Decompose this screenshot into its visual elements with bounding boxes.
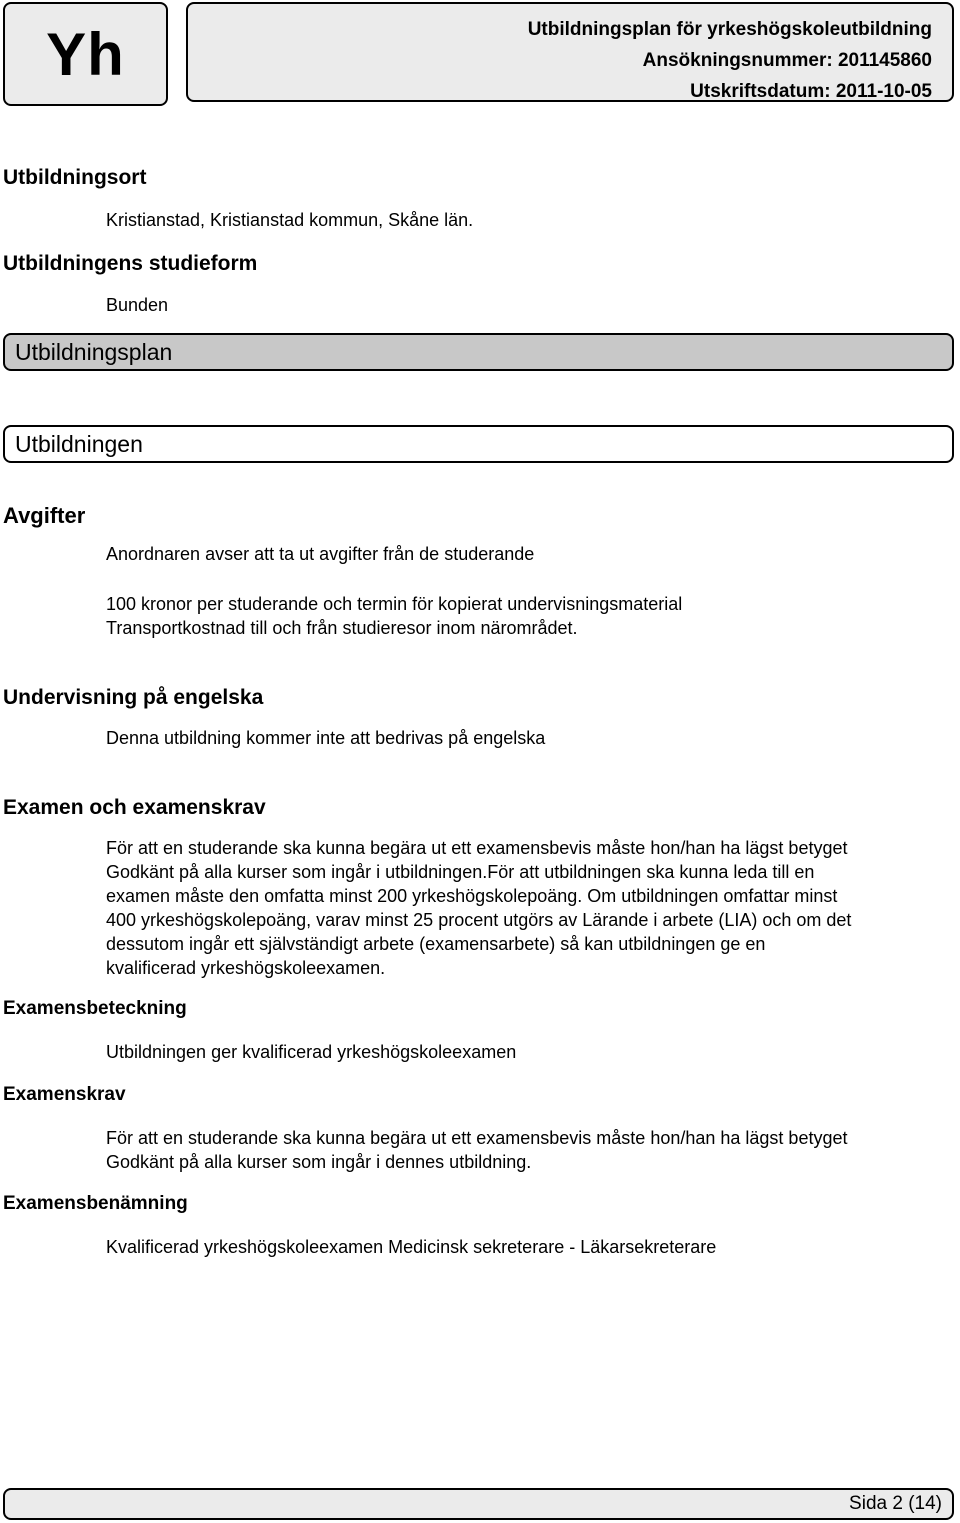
avgifter-line-1: 100 kronor per studerande och termin för kopierat undervisningsmaterial <box>106 594 683 614</box>
examenskrav-line: Godkänt på alla kurser som ingår i dennes utbildning. <box>106 1152 532 1172</box>
utbildningsort-heading: Utbildningsort <box>3 166 147 189</box>
avgifter-line-2: Transportkostnad till och från studieresor inom närområdet. <box>106 618 578 638</box>
examen-heading: Examen och examenskrav <box>3 796 266 819</box>
print-date: Utskriftsdatum: 2011-10-05 <box>690 81 932 102</box>
studieform-heading: Utbildningens studieform <box>3 252 258 275</box>
examen-line: kvalificerad yrkeshögskoleexamen. <box>106 958 386 978</box>
examen-line: examen måste den omfatta minst 200 yrkeshögskolepoäng. Om utbildningen omfattar minst <box>106 886 838 906</box>
examenskrav-label: Examenskrav <box>3 1084 126 1105</box>
studieform-value: Bunden <box>106 295 169 315</box>
examenskrav-line: För att en studerande ska kunna begära ut ett examensbevis måste hon/han ha lägst betyget <box>106 1128 848 1148</box>
yh-logo: Yh <box>3 2 168 106</box>
examensbenamning-label: Examensbenämning <box>3 1193 188 1214</box>
avgifter-heading: Avgifter <box>3 503 86 528</box>
utbildningsort-value: Kristianstad, Kristianstad kommun, Skåne län. <box>106 210 474 230</box>
page-number: Sida 2 (14) <box>849 1493 942 1514</box>
examensbeteckning-label: Examensbeteckning <box>3 998 187 1019</box>
avgifter-intro: Anordnaren avser att ta ut avgifter från de studerande <box>106 544 535 564</box>
examen-paragraph <box>106 836 851 980</box>
examensbenamning-value: Kvalificerad yrkeshögskoleexamen Medicinsk sekreterare - Läkarsekreterare <box>106 1237 717 1257</box>
examen-line: 400 yrkeshögskolepoäng, varav minst 25 procent utgörs av Lärande i arbete (LIA) och om det <box>106 910 852 930</box>
utbildningsplan-section-header: Utbildningsplan <box>3 333 954 371</box>
examen-line: Godkänt på alla kurser som ingår i utbildningen.För att utbildningen ska kunna leda till en <box>106 862 815 882</box>
page-footer <box>3 1488 954 1520</box>
utbildningen-section-header: Utbildningen <box>3 425 954 463</box>
application-number: Ansökningsnummer: 201145860 <box>642 50 932 71</box>
examensbeteckning-value: Utbildningen ger kvalificerad yrkeshögskoleexamen <box>106 1042 517 1062</box>
examen-line: dessutom ingår ett självständigt arbete (examensarbete) så kan utbildningen ge en <box>106 934 766 954</box>
examenskrav-value <box>106 1126 847 1174</box>
document-title: Utbildningsplan för yrkeshögskoleutbildning <box>527 19 932 40</box>
engelska-value: Denna utbildning kommer inte att bedrivas på engelska <box>106 728 546 748</box>
document-header <box>186 2 954 102</box>
engelska-heading: Undervisning på engelska <box>3 686 264 709</box>
examen-line: För att en studerande ska kunna begära ut ett examensbevis måste hon/han ha lägst betyget <box>106 838 848 858</box>
